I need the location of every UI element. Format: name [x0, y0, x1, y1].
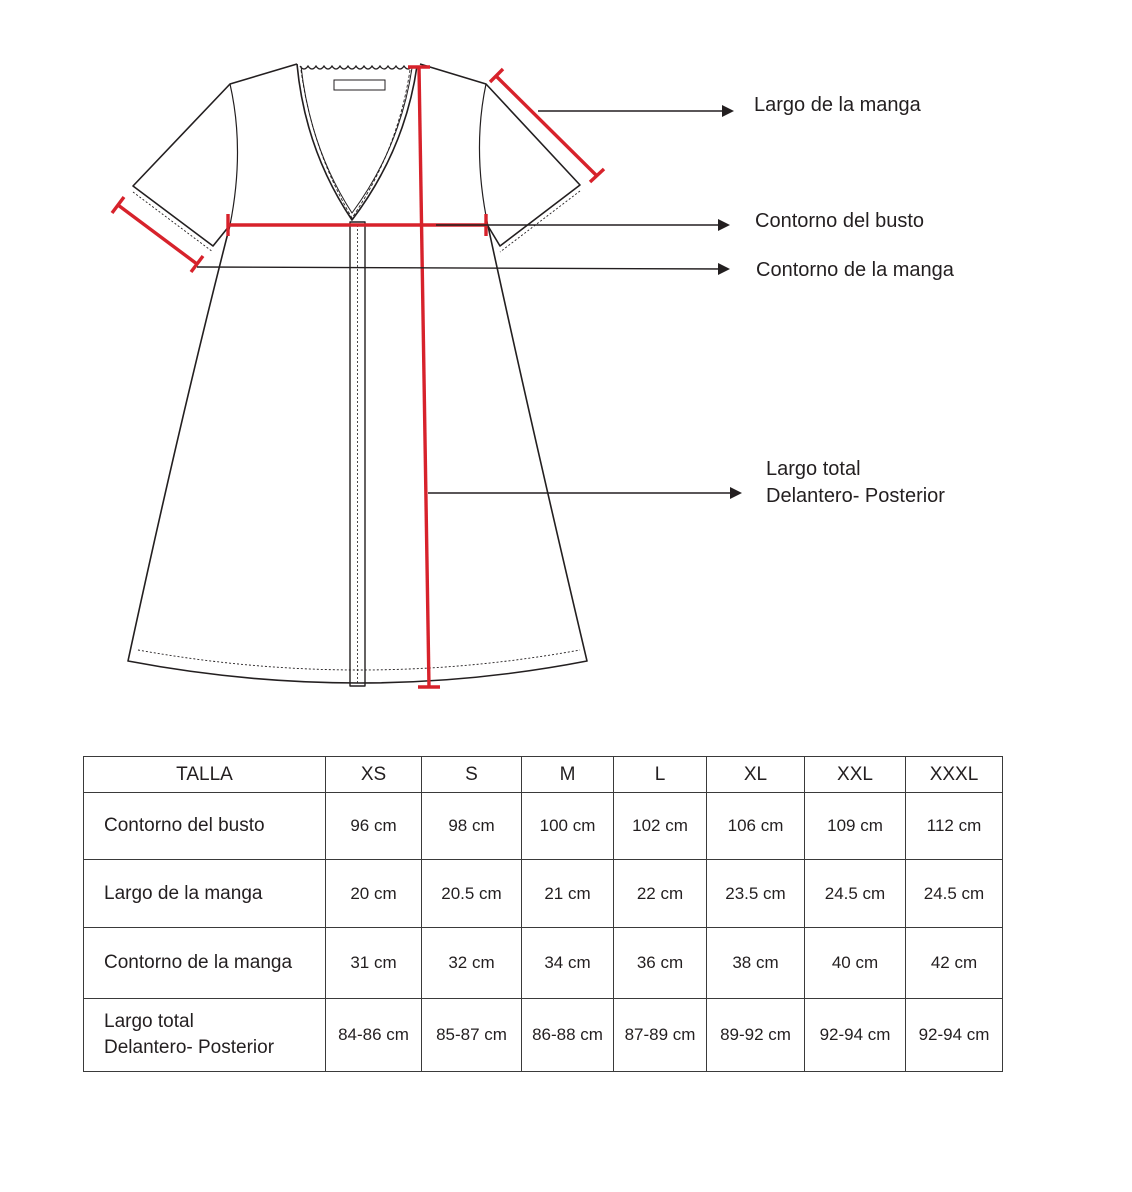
row-label: [84, 928, 326, 999]
table-cell: 24.5 cm: [805, 860, 906, 928]
table-cell: 23.5 cm: [707, 860, 805, 928]
sleeve-circumference-measure: [112, 197, 203, 272]
header-size: L: [614, 757, 707, 793]
table-cell: 24.5 cm: [906, 860, 1003, 928]
table-cell: 31 cm: [326, 928, 422, 999]
sleeve-length-measure: [490, 69, 604, 182]
table-cell: 87-89 cm: [614, 999, 707, 1072]
table-row: [84, 928, 1003, 999]
table-cell: 22 cm: [614, 860, 707, 928]
table-cell: 42 cm: [906, 928, 1003, 999]
callout-total-length-line2: Delantero- Posterior: [766, 485, 945, 507]
header-size: S: [422, 757, 522, 793]
row-label-line: Largo total: [104, 1011, 194, 1032]
row-label-line: Delantero- Posterior: [104, 1037, 275, 1058]
table-cell: 100 cm: [522, 793, 614, 860]
total-length-measure: [408, 67, 440, 687]
table-cell: 85-87 cm: [422, 999, 522, 1072]
row-label-line: Contorno del busto: [104, 815, 265, 836]
table-cell: 32 cm: [422, 928, 522, 999]
stitch-details: [133, 70, 580, 670]
table-cell: 98 cm: [422, 793, 522, 860]
table-cell: 89-92 cm: [707, 999, 805, 1072]
table-cell: 92-94 cm: [906, 999, 1003, 1072]
neck-label: [334, 80, 385, 90]
row-label: [84, 860, 326, 928]
table-cell: 20.5 cm: [422, 860, 522, 928]
callout-bust: Contorno del busto: [755, 210, 925, 232]
table-cell: 36 cm: [614, 928, 707, 999]
leader-arrows: [197, 111, 740, 493]
table-cell: 21 cm: [522, 860, 614, 928]
size-table: [83, 756, 1003, 1072]
table-cell: 102 cm: [614, 793, 707, 860]
table-row: [84, 860, 1003, 928]
dress-outline: [128, 64, 587, 686]
table-row: [84, 793, 1003, 860]
header-size: XL: [707, 757, 805, 793]
table-cell: 109 cm: [805, 793, 906, 860]
table-cell: 112 cm: [906, 793, 1003, 860]
header-size: M: [522, 757, 614, 793]
table-cell: 86-88 cm: [522, 999, 614, 1072]
table-cell: 20 cm: [326, 860, 422, 928]
table-cell: 106 cm: [707, 793, 805, 860]
table-cell: 96 cm: [326, 793, 422, 860]
sleeve-circumference-arrow: [197, 267, 728, 269]
row-label: [84, 999, 326, 1072]
row-label-line: Largo de la manga: [104, 882, 263, 904]
table-cell: 92-94 cm: [805, 999, 906, 1072]
neck-lace: [300, 66, 412, 69]
callout-total-length: [766, 456, 945, 510]
table-row: [84, 999, 1003, 1072]
table-cell: 38 cm: [707, 928, 805, 999]
row-label-line: Contorno de la manga: [104, 952, 293, 973]
header-size: XS: [326, 757, 422, 793]
table-header-row: [84, 757, 1003, 793]
callout-total-length-line1: Largo total: [766, 458, 861, 480]
header-size: XXXL: [906, 757, 1003, 793]
row-label: [84, 793, 326, 860]
callout-sleeve-circumference: Contorno de la manga: [756, 259, 954, 281]
table-cell: 84-86 cm: [326, 999, 422, 1072]
header-talla: TALLA: [84, 757, 326, 793]
callout-sleeve-length: Largo de la manga: [754, 94, 921, 116]
table-cell: 34 cm: [522, 928, 614, 999]
table-cell: 40 cm: [805, 928, 906, 999]
header-size: XXL: [805, 757, 906, 793]
measure-lines: [112, 67, 604, 687]
